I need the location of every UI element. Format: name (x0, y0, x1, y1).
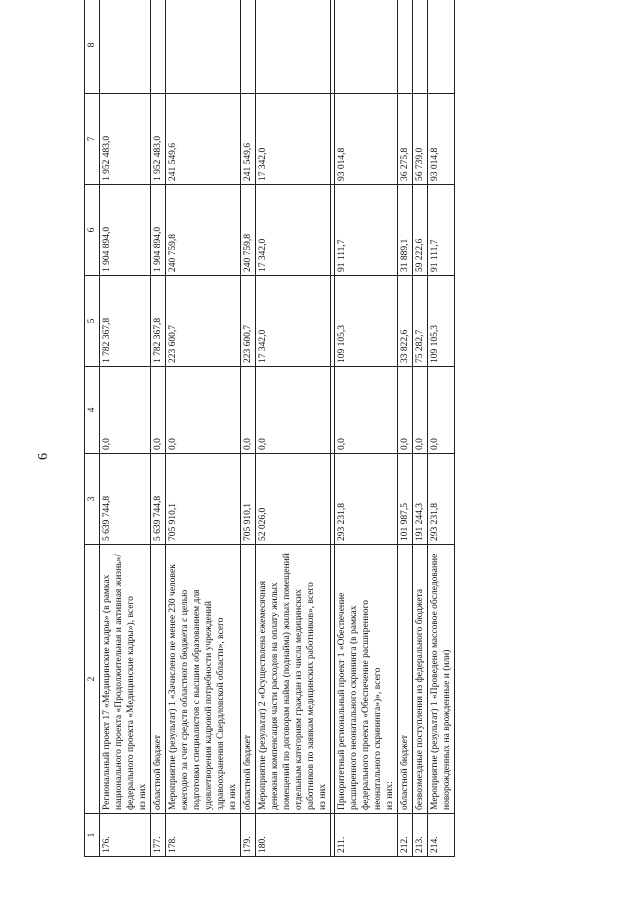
row-name-text: Региональный проект 17 «Медицинские кадры» (в рамках национального проекта «Продолжительная и активная жизнь»/федерального проекта «Медицинские кадры»), всего (102, 554, 136, 810)
row-number: 178. (166, 814, 241, 857)
value-c7: 241 549,6 (166, 94, 241, 185)
value-c5: 75 282,7 (413, 276, 428, 367)
value-c7: 93 014,8 (335, 94, 398, 185)
table-row (151, 0, 166, 857)
value-c7: 36 275,8 (398, 94, 413, 185)
value-c8 (256, 0, 331, 94)
value-c8 (166, 0, 241, 94)
row-name (256, 545, 331, 814)
row-name-text: областной бюджет (400, 734, 410, 810)
row-name (413, 545, 428, 814)
value-c5: 33 822,6 (398, 276, 413, 367)
row-name (398, 545, 413, 814)
value-c4: 0,0 (413, 367, 428, 454)
value-c6: 91 111,7 (428, 185, 455, 276)
value-c3: 191 244,3 (413, 454, 428, 545)
value-c3: 5 639 744,8 (151, 454, 166, 545)
table-row (398, 0, 413, 857)
row-number: 211. (335, 814, 398, 857)
col-header-6: 6 (85, 185, 100, 276)
table-row (335, 0, 398, 857)
row-number: 180. (256, 814, 331, 857)
row-number: 214. (428, 814, 455, 857)
col-header-5: 5 (85, 276, 100, 367)
col-header-7: 7 (85, 94, 100, 185)
value-c5: 1 782 367,8 (100, 276, 151, 367)
value-c3: 705 910,1 (166, 454, 241, 545)
row-name-text: областной бюджет (243, 734, 253, 810)
col-header-1: 1 (85, 814, 100, 857)
col-header-3: 3 (85, 454, 100, 545)
table-row (256, 0, 331, 857)
row-name-text: областной бюджет (153, 734, 163, 810)
row-number: 176. (100, 814, 151, 857)
row-name (241, 545, 256, 814)
table-row (166, 0, 241, 857)
row-name (166, 545, 241, 814)
value-c8 (398, 0, 413, 94)
value-c5: 17 342,0 (256, 276, 331, 367)
value-c7: 1 952 483,0 (151, 94, 166, 185)
table-row (241, 0, 256, 857)
value-c8 (428, 0, 455, 94)
page-number: 6 (36, 453, 51, 460)
header-row (85, 0, 100, 857)
value-c6: 91 111,7 (335, 185, 398, 276)
row-name-text: Приоритетный региональный проект 1 «Обеспечение расширенного неонатального скрининга (в рамках федерального проекта «Обеспечение расширенного неонатального скрининга»)», всего (337, 592, 383, 810)
col-header-8: 8 (85, 0, 100, 94)
row-name-text: Мероприятие (результат) 1 «Проведено массовое обследование новорожденных на врожденные и (или) (430, 553, 452, 810)
row-name-text: безвозмездные поступления из федерального бюджета (415, 588, 425, 810)
value-c7: 17 342,0 (256, 94, 331, 185)
value-c8 (413, 0, 428, 94)
value-c4: 0,0 (428, 367, 455, 454)
row-subtext: из них (138, 783, 148, 810)
value-c7: 56 739,0 (413, 94, 428, 185)
value-c3: 293 231,8 (335, 454, 398, 545)
value-c4: 0,0 (241, 367, 256, 454)
value-c5: 109 105,3 (428, 276, 455, 367)
row-subtext: из них (318, 783, 328, 810)
value-c3: 705 910,1 (241, 454, 256, 545)
row-name-text: Мероприятие (результат) 2 «Осуществлена ежемесячная денежная компенсация части расходов на оплату жилых помещений по договорам найма (поднайма) жилых помещений отдельным категориям граждан из числа медицинских работников по заявкам медицинских работников», всего (258, 553, 316, 810)
value-c8 (335, 0, 398, 94)
value-c4: 0,0 (100, 367, 151, 454)
row-subtext: из них: (385, 781, 395, 810)
row-name (151, 545, 166, 814)
row-number: 212. (398, 814, 413, 857)
value-c8 (151, 0, 166, 94)
value-c3: 293 231,8 (428, 454, 455, 545)
row-name (100, 545, 151, 814)
value-c8 (100, 0, 151, 94)
value-c5: 1 782 367,8 (151, 276, 166, 367)
table-row (100, 0, 151, 857)
value-c6: 17 342,0 (256, 185, 331, 276)
value-c7: 1 952 483,0 (100, 94, 151, 185)
value-c5: 109 105,3 (335, 276, 398, 367)
value-c4: 0,0 (151, 367, 166, 454)
row-number: 213. (413, 814, 428, 857)
value-c8 (241, 0, 256, 94)
value-c6: 1 904 894,0 (151, 185, 166, 276)
value-c4: 0,0 (166, 367, 241, 454)
value-c6: 240 759,8 (241, 185, 256, 276)
value-c6: 31 889,1 (398, 185, 413, 276)
value-c3: 52 026,0 (256, 454, 331, 545)
row-subtext: из них (228, 783, 238, 810)
value-c7: 93 014,8 (428, 94, 455, 185)
col-header-2: 2 (85, 545, 100, 814)
col-header-4: 4 (85, 367, 100, 454)
row-name-text: Мероприятие (результат) 1 «Зачислено не менее 230 человек ежегодно за счет средств областного бюджета с целью подготовки специалистов с высшим образованием для удовлетворения кадровой потребности учреждений здравоохранения Свердловской области», всего (168, 564, 226, 810)
budget-table (84, 0, 455, 857)
row-name (335, 545, 398, 814)
row-number: 179. (241, 814, 256, 857)
value-c4: 0,0 (335, 367, 398, 454)
value-c6: 240 759,8 (166, 185, 241, 276)
value-c4: 0,0 (398, 367, 413, 454)
value-c5: 223 600,7 (241, 276, 256, 367)
value-c6: 59 222,6 (413, 185, 428, 276)
value-c3: 101 987,5 (398, 454, 413, 545)
table-row (428, 0, 455, 857)
table-body (100, 0, 455, 857)
row-number: 177. (151, 814, 166, 857)
value-c4: 0,0 (256, 367, 331, 454)
value-c5: 223 600,7 (166, 276, 241, 367)
value-c3: 5 639 744,8 (100, 454, 151, 545)
value-c6: 1 904 894,0 (100, 185, 151, 276)
value-c7: 241 549,6 (241, 94, 256, 185)
row-name (428, 545, 455, 814)
table-row (413, 0, 428, 857)
